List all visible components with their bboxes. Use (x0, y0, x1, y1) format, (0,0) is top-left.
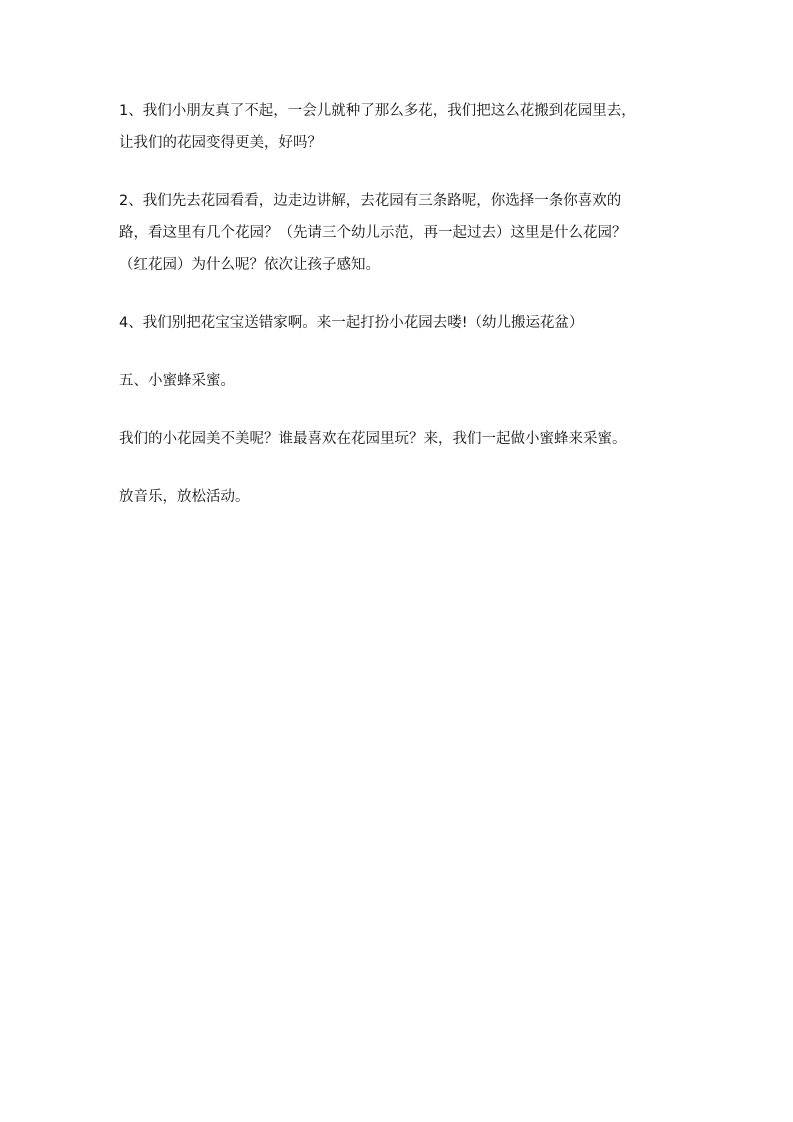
section-heading (119, 365, 679, 397)
paragraph-line: 放音乐，放松活动。 (119, 489, 250, 505)
document-body (119, 95, 679, 539)
paragraph-2 (119, 185, 679, 281)
paragraph-line: 路，看这里有几个花园？（先请三个幼儿示范，再一起过去）这里是什么花园？ (119, 225, 627, 241)
paragraph-line: 2、我们先去花园看看，边走边讲解，去花园有三条路呢，你选择一条你喜欢的 (119, 193, 622, 209)
paragraph-3 (119, 307, 679, 339)
paragraph-5 (119, 423, 679, 455)
paragraph-line: 五、小蜜蜂采蜜。 (119, 373, 235, 389)
paragraph-1 (119, 95, 679, 159)
paragraph-line: 让我们的花园变得更美，好吗？ (119, 135, 322, 151)
paragraph-line: 我们的小花园美不美呢？谁最喜欢在花园里玩？来，我们一起做小蜜蜂来采蜜。 (119, 431, 627, 447)
paragraph-line: 4、我们别把花宝宝送错家啊。来一起打扮小花园去喽!（幼儿搬运花盆） (119, 315, 584, 331)
paragraph-6 (119, 481, 679, 513)
paragraph-line: 1、我们小朋友真了不起，一会儿就种了那么多花，我们把这么花搬到花园里去， (119, 103, 636, 119)
paragraph-line: （红花园）为什么呢？依次让孩子感知。 (119, 257, 380, 273)
